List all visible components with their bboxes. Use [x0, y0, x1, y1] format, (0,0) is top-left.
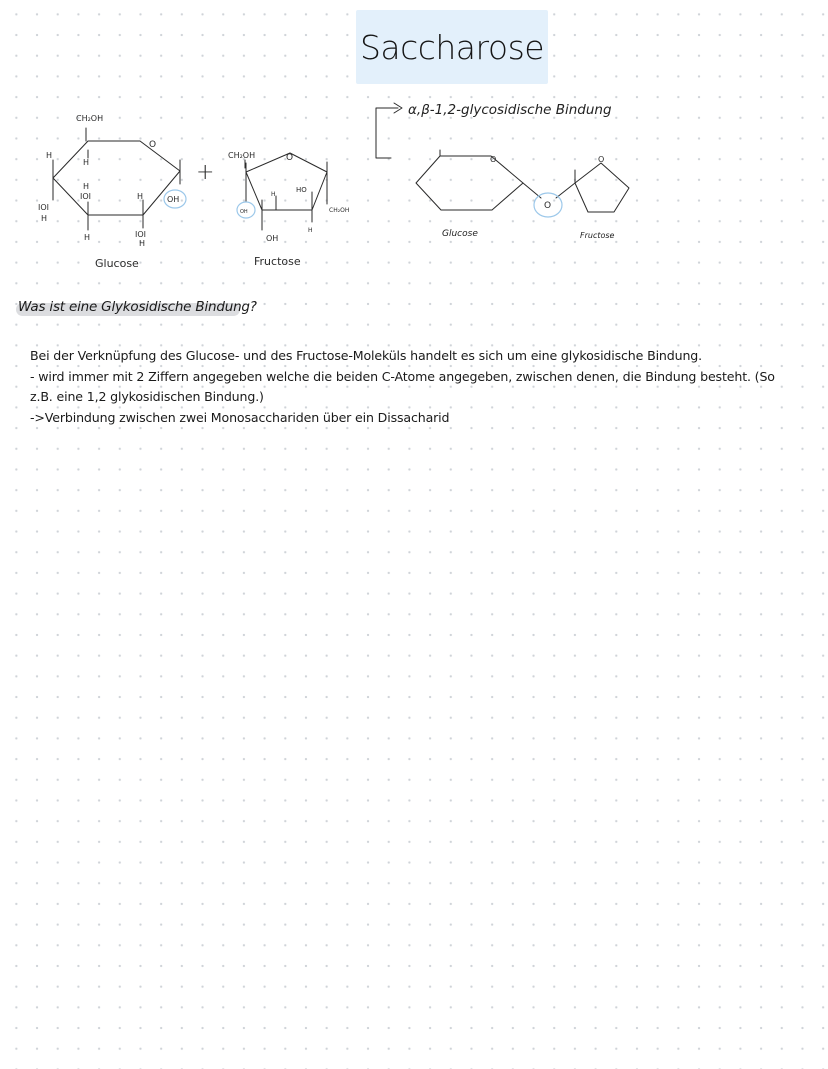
- question-heading: [18, 299, 257, 315]
- simple-fructose-label: Fructose: [580, 231, 615, 240]
- fructose-ch2oh-right: CH₂OH: [329, 207, 350, 214]
- glucose-ring: [53, 141, 180, 215]
- glucose-oh: OH: [167, 195, 180, 204]
- paragraph-verknuepfung: Bei der Verknüpfung des Glucose- und des Fructose-Moleküls handelt es sich um eine glykosidische Bindung.: [30, 348, 702, 363]
- simple-fructose-ring: [575, 163, 629, 212]
- bracket-arrow: [376, 108, 398, 158]
- fructose-oh-small: OH: [240, 209, 248, 215]
- glucose-h-bottom-right: H: [139, 239, 146, 248]
- plus-sign: +: [196, 160, 215, 185]
- simple-glucose-ring: [416, 156, 523, 210]
- bond-type-label: α,β-1,2-glycosidische Bindung: [408, 102, 612, 118]
- fructose-h-bottom: H: [308, 227, 313, 234]
- page-title: Saccharose: [359, 28, 545, 67]
- glucose-ch2oh: CH₂OH: [76, 114, 104, 123]
- saccharose-diagram: [0, 0, 828, 300]
- simple-fructose-ring-o: O: [598, 155, 605, 164]
- glucose-h-c3: H: [83, 182, 90, 191]
- fructose-oh-bottom: OH: [266, 234, 279, 243]
- glucose-ioi-left: IOI: [38, 203, 50, 212]
- glucose-h-c2: H: [137, 192, 144, 201]
- body-text: [30, 346, 800, 428]
- fructose-label: Fructose: [254, 255, 301, 268]
- glucose-ioi-middle: IOI: [80, 192, 92, 201]
- fructose-h: H: [271, 191, 276, 198]
- simple-glucose-ring-o: O: [490, 155, 497, 164]
- fructose-ch2oh-top: CH₂OH: [228, 151, 256, 160]
- question-text: Was ist eine Glykosidische Bindung?: [18, 299, 257, 315]
- fructose-ring-o: O: [286, 153, 294, 163]
- link-o: O: [544, 201, 552, 211]
- glucose-label: Glucose: [95, 257, 139, 270]
- glucose-h-top-left: H: [46, 151, 53, 160]
- paragraph-ziffern: - wird immer mit 2 Ziffern angegeben welche die beiden C-Atome angegeben, zwischen denen, die Bindung besteht. (So z.B. eine 1,2 glykosidischen Bindung.): [30, 368, 775, 404]
- paragraph-verbindung: ->Verbindung zwischen zwei Monosacchariden über ein Dissacharid: [30, 409, 450, 425]
- simple-glucose-label: Glucose: [442, 229, 478, 239]
- glucose-h-left: H: [41, 214, 48, 223]
- glucose-h-bottom: H: [84, 233, 91, 242]
- glucose-ioi-bottom: IOI: [135, 230, 147, 239]
- glucose-h-c5: H: [83, 158, 90, 167]
- glucose-ring-o: O: [149, 140, 157, 150]
- fructose-ho: HO: [296, 186, 307, 194]
